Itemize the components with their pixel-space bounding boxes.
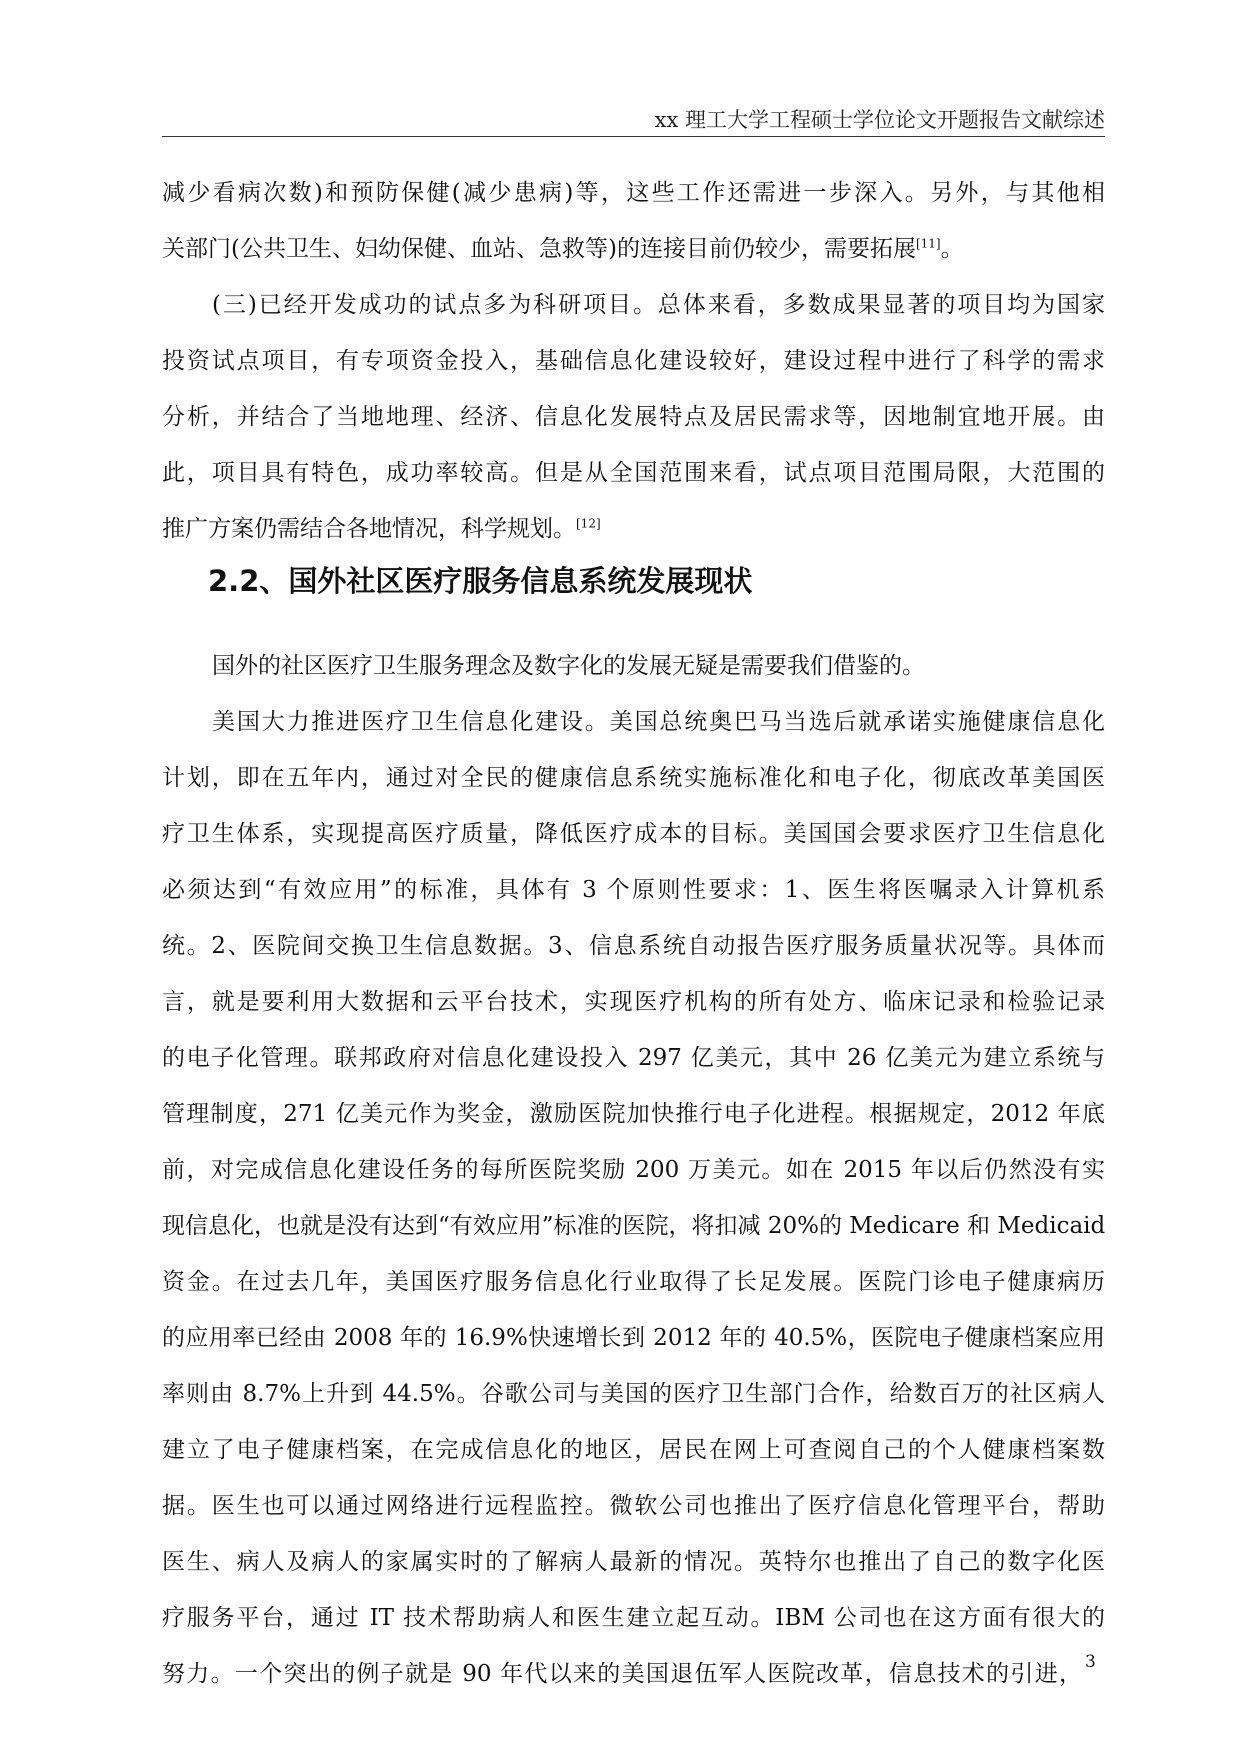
paragraph-line: 言，就是要利用大数据和云平台技术，实现医疗机构的所有处方、临床记录和检验记录 xyxy=(162,989,1105,1015)
running-header: xx 理工大学工程硕士学位论文开题报告文献综述 xyxy=(654,108,1105,132)
paragraph-line: 率则由 8.7%上升到 44.5%。谷歌公司与美国的医疗卫生部门合作，给数百万的社区病人 xyxy=(162,1381,1105,1407)
line-text: 推广方案仍需结合各地情况，科学规划。 xyxy=(162,516,576,542)
paragraph-line: 分析，并结合了当地地理、经济、信息化发展特点及居民需求等，因地制宜地开展。由 xyxy=(162,404,1105,430)
paragraph-line: 前，对完成信息化建设任务的每所医院奖励 200 万美元。如在 2015 年以后仍然没有实 xyxy=(162,1157,1105,1183)
line-text: 关部门(公共卫生、妇幼保健、血站、急救等)的连接目前仍较少，需要拓展 xyxy=(162,236,916,262)
paragraph-line: 投资试点项目，有专项资金投入，基础信息化建设较好，建设过程中进行了科学的需求 xyxy=(162,348,1105,374)
paragraph-line: 疗卫生体系，实现提高医疗质量，降低医疗成本的目标。美国国会要求医疗卫生信息化 xyxy=(162,821,1105,847)
paragraph-line xyxy=(162,504,1105,554)
paragraph-line: 资金。在过去几年，美国医疗服务信息化行业取得了长足发展。医院门诊电子健康病历 xyxy=(162,1269,1105,1295)
paragraph-line: 国外的社区医疗卫生服务理念及数字化的发展无疑是需要我们借鉴的。 xyxy=(212,653,925,679)
page-number: 3 xyxy=(1085,1652,1096,1672)
citation-11: [11] xyxy=(915,236,941,251)
paragraph-line: 美国大力推进医疗卫生信息化建设。美国总统奥巴马当选后就承诺实施健康信息化 xyxy=(212,709,1105,735)
paragraph-line: 疗服务平台，通过 IT 技术帮助病人和医生建立起互动。IBM 公司也在这方面有很大的 xyxy=(162,1605,1105,1631)
paragraph-line: 建立了电子健康档案，在完成信息化的地区，居民在网上可查阅自己的个人健康档案数 xyxy=(162,1437,1105,1463)
paragraph-line: 医生、病人及病人的家属实时的了解病人最新的情况。英特尔也推出了自己的数字化医 xyxy=(162,1549,1105,1575)
paragraph-line: 据。医生也可以通过网络进行远程监控。微软公司也推出了医疗信息化管理平台，帮助 xyxy=(162,1493,1105,1519)
paragraph-line xyxy=(162,224,1105,274)
paragraph-line: 统。2、医院间交换卫生信息数据。3、信息系统自动报告医疗服务质量状况等。具体而 xyxy=(162,933,1105,959)
paragraph-line: 此，项目具有特色，成功率较高。但是从全国范围来看，试点项目范围局限，大范围的 xyxy=(162,460,1105,486)
paragraph-line: 的应用率已经由 2008 年的 16.9%快速增长到 2012 年的 40.5%，医院电子健康档案应用 xyxy=(162,1325,1105,1351)
paragraph-line: 现信息化，也就是没有达到“有效应用”标准的医院，将扣减 20%的 Medicare 和 Medicaid xyxy=(162,1213,1105,1239)
paragraph-line: 努力。一个突出的例子就是 90 年代以来的美国退伍军人医院改革，信息技术的引进， xyxy=(162,1661,1082,1687)
paragraph-line: 计划，即在五年内，通过对全民的健康信息系统实施标准化和电子化，彻底改革美国医 xyxy=(162,765,1105,791)
paragraph-line: 的电子化管理。联邦政府对信息化建设投入 297 亿美元，其中 26 亿美元为建立系统与 xyxy=(162,1045,1105,1071)
line-end-punct: 。 xyxy=(940,236,964,262)
section-heading: 2.2、国外社区医疗服务信息系统发展现状 xyxy=(208,564,753,598)
paragraph-line: 减少看病次数)和预防保健(减少患病)等，这些工作还需进一步深入。另外，与其他相 xyxy=(162,180,1105,206)
header-rule xyxy=(162,136,1105,137)
paragraph-line: (三)已经开发成功的试点多为科研项目。总体来看，多数成果显著的项目均为国家 xyxy=(212,292,1105,318)
paragraph-line: 必须达到“有效应用”的标准，具体有 3 个原则性要求：1、医生将医嘱录入计算机系 xyxy=(162,877,1105,903)
paragraph-line: 管理制度，271 亿美元作为奖金，激励医院加快推行电子化进程。根据规定，2012 年底 xyxy=(162,1101,1105,1127)
citation-12: [12] xyxy=(576,516,601,531)
